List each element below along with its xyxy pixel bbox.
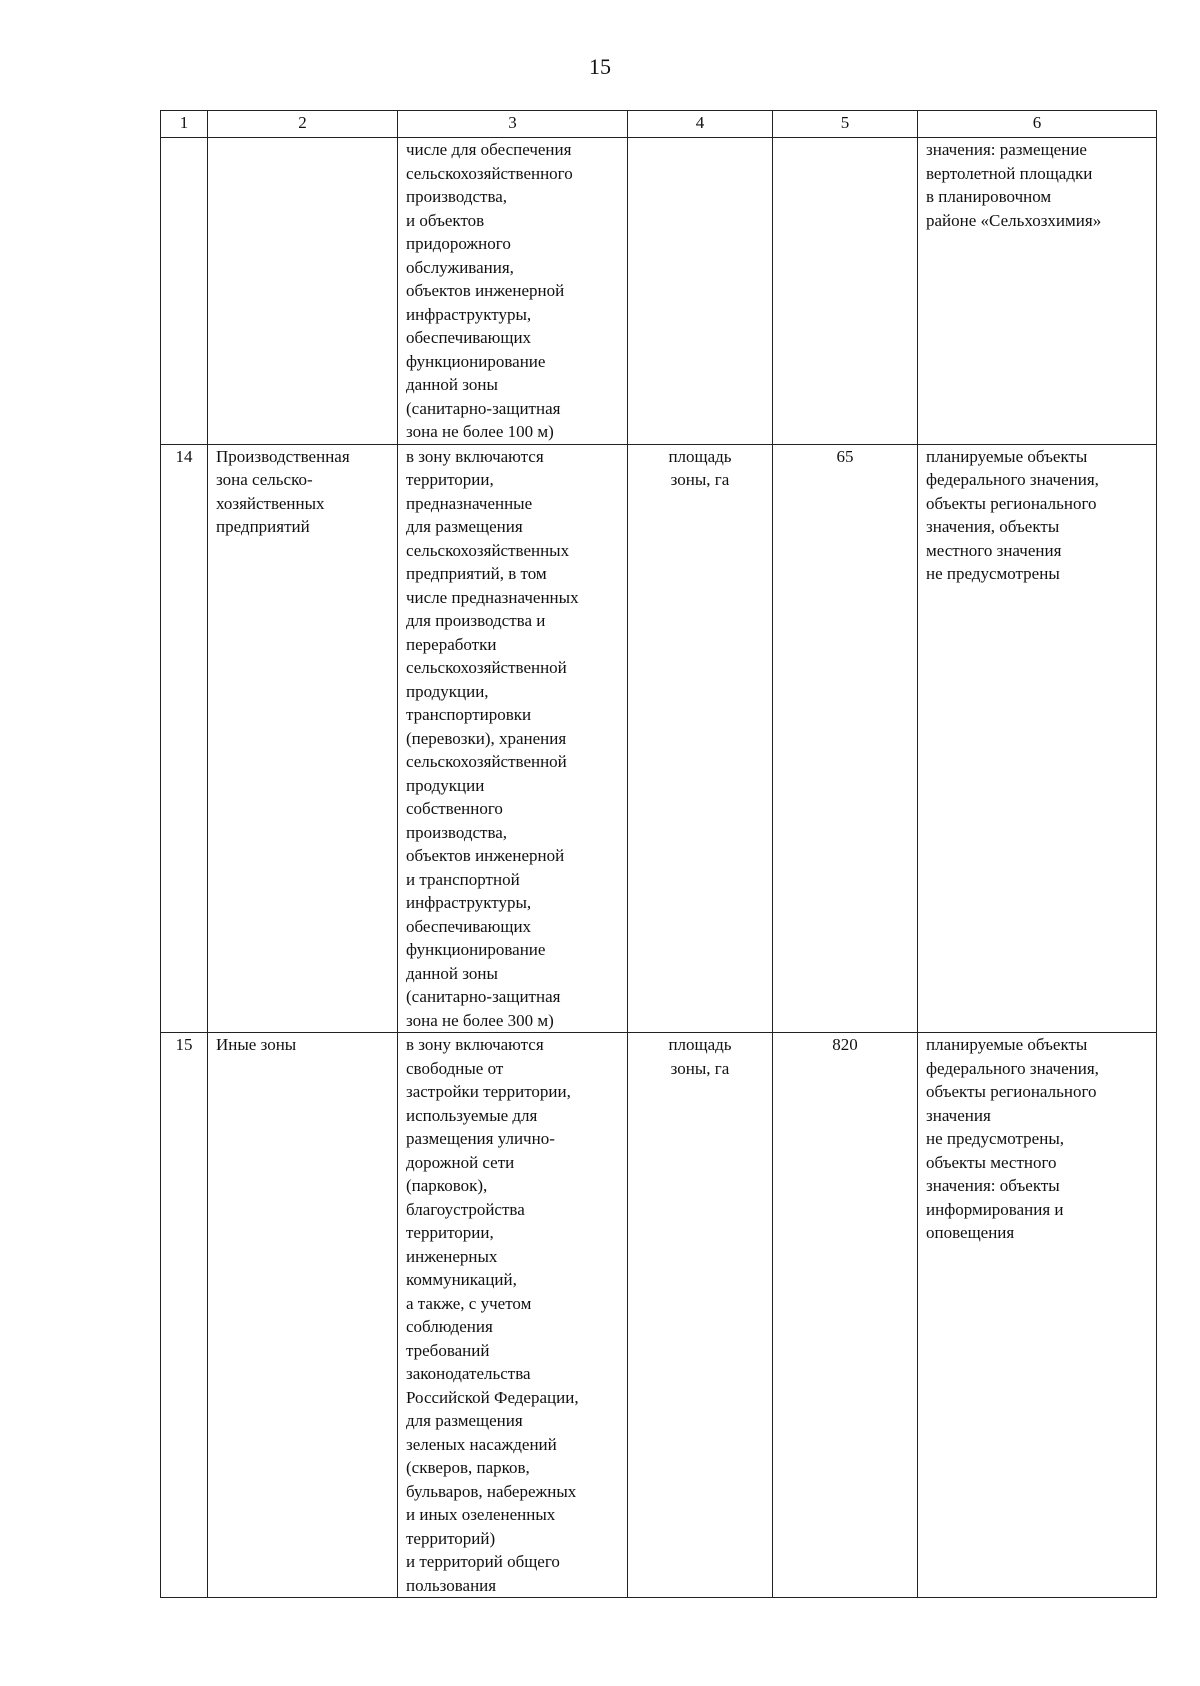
header-row (161, 111, 1157, 138)
indicator-cell: площадь зоны, га (628, 1033, 773, 1598)
zone-description-cell: в зону включаются свободные от застройки территории, используемые для размещения улично- дорожной сети (парковок), благоустройства территории, инженерных коммуникаций, а также, с учетом соблюдения требований законодательства Российской Федерации, для размещения зеленых насаждений (скверов, парков, бульваров, набережных и иных озелененных территорий) и территорий общего пользования (398, 1033, 628, 1598)
column-header: 6 (918, 111, 1157, 138)
table-row (161, 444, 1157, 1033)
zone-description-cell: в зону включаются территории, предназначенные для размещения сельскохозяйственных предприятий, в том числе предназначенных для производства и переработки сельскохозяйственной продукции, транспортировки (перевозки), хранения сельскохозяйственной продукции собственного производства, объектов инженерной и транспортной инфраструктуры, обеспечивающих функционирование данной зоны (санитарно-защитная зона не более 300 м) (398, 444, 628, 1033)
value-cell (773, 138, 918, 445)
table-row (161, 138, 1157, 445)
planned-objects-cell: значения: размещение вертолетной площадки в планировочном районе «Сельхозхимия» (918, 138, 1157, 445)
zone-description-cell: числе для обеспечения сельскохозяйственного производства, и объектов придорожного обслуживания, объектов инженерной инфраструктуры, обеспечивающих функционирование данной зоны (санитарно-защитная зона не более 100 м) (398, 138, 628, 445)
indicator-cell: площадь зоны, га (628, 444, 773, 1033)
column-header: 3 (398, 111, 628, 138)
column-header: 2 (208, 111, 398, 138)
zone-name-cell: Производственная зона сельско- хозяйственных предприятий (208, 444, 398, 1033)
planned-objects-cell: планируемые объекты федерального значения, объекты регионального значения не предусмотрены, объекты местного значения: объекты информирования и оповещения (918, 1033, 1157, 1598)
zone-name-cell: Иные зоны (208, 1033, 398, 1598)
column-header: 4 (628, 111, 773, 138)
value-cell: 65 (773, 444, 918, 1033)
zones-table (160, 110, 1157, 1598)
indicator-cell (628, 138, 773, 445)
planned-objects-cell: планируемые объекты федерального значения, объекты регионального значения, объекты местного значения не предусмотрены (918, 444, 1157, 1033)
row-number-cell: 14 (161, 444, 208, 1033)
row-number-cell: 15 (161, 1033, 208, 1598)
table-row (161, 1033, 1157, 1598)
zone-name-cell (208, 138, 398, 445)
page-number: 15 (589, 54, 611, 79)
value-cell: 820 (773, 1033, 918, 1598)
column-header: 1 (161, 111, 208, 138)
row-number-cell (161, 138, 208, 445)
column-header: 5 (773, 111, 918, 138)
